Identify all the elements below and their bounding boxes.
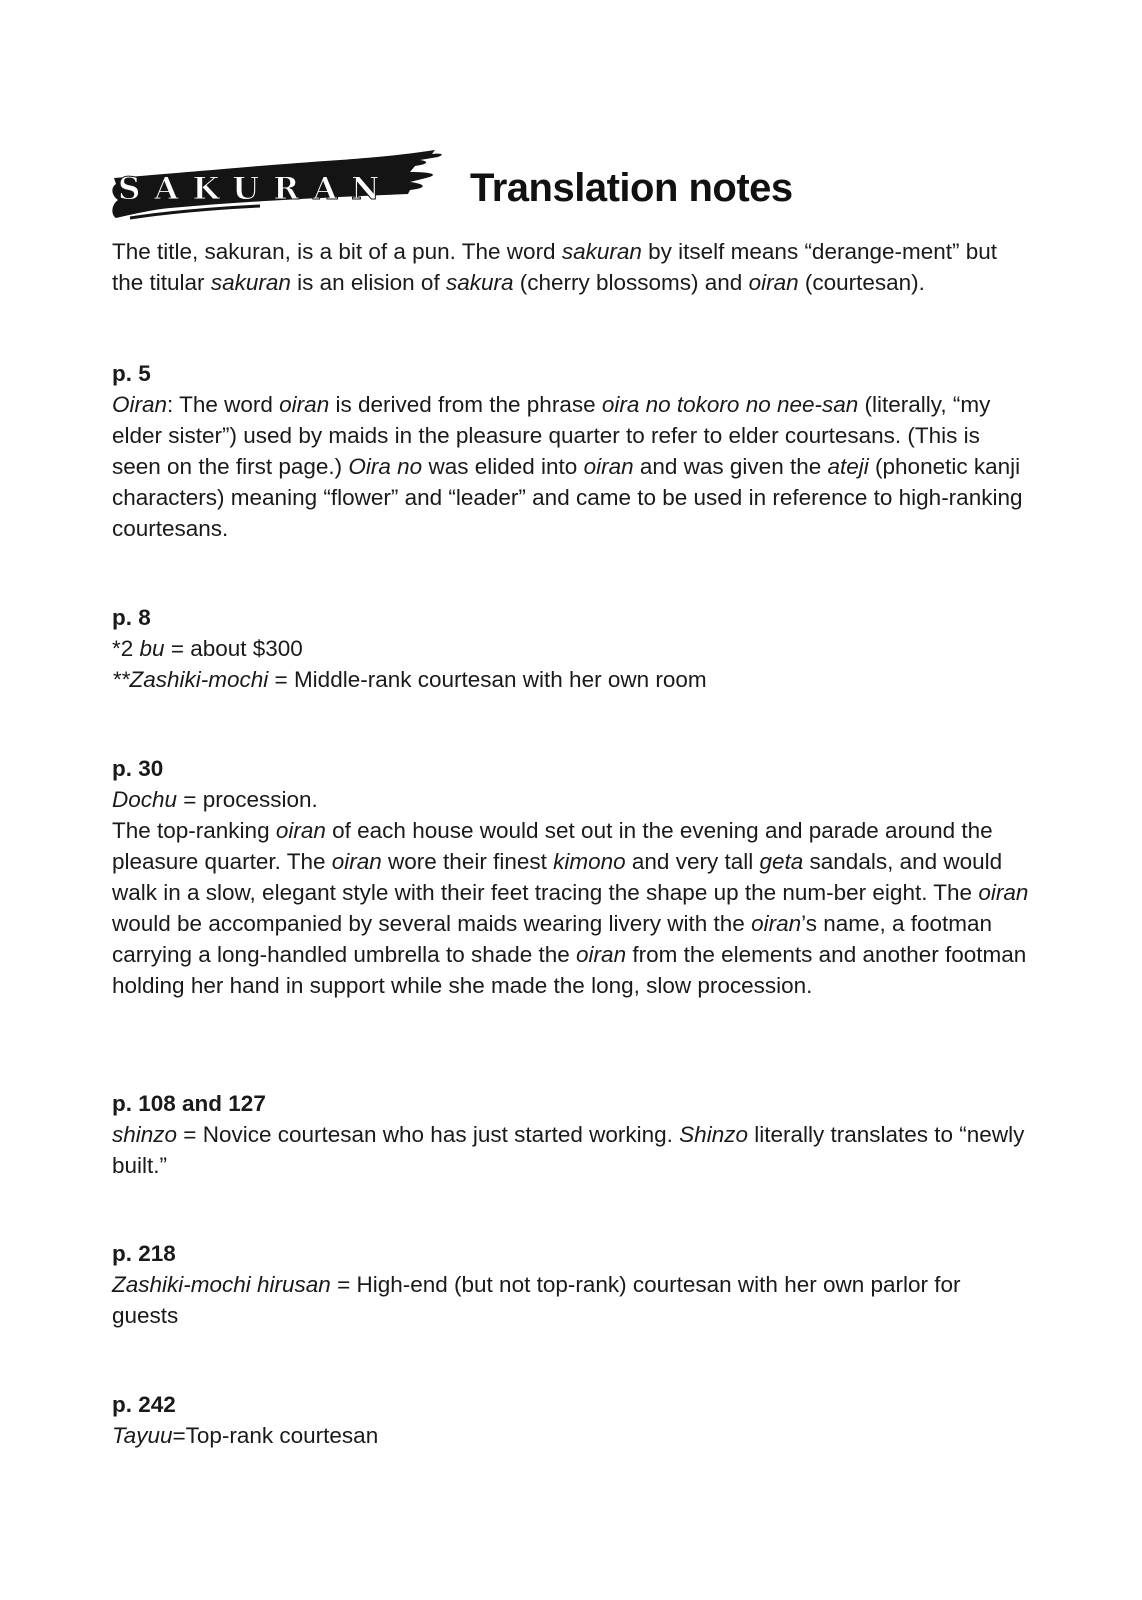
note-line: **Zashiki-mochi = Middle-rank courtesan with her own room [112,667,707,692]
note-body: Zashiki-mochi hirusan = High-end (but not top-rank) courtesan with her own parlor for guests [112,1272,961,1328]
note-heading: p. 8 [112,605,151,630]
note-body: The top-ranking oiran of each house would set out in the evening and parade around the pleasure quarter. The oiran wore their finest kimono and very tall geta sandals, and would walk in a slow, elegant style with their feet tracing the shape up the num-ber eight. The oiran would be accompanied by several maids wearing livery with the oiran’s name, a footman carrying a long-handled umbrella to shade the oiran from the elements and another footman holding her hand in support while she made the long, slow procession. [112,818,1029,998]
note-heading: p. 218 [112,1241,176,1266]
note-p8 [112,602,1030,695]
note-body: Oiran: The word oiran is derived from the phrase oira no tokoro no nee-san (literally, “my elder sister”) used by maids in the pleasure quarter to refer to elder courtesans. (This is seen on the first page.) Oira no was elided into oiran and was given the ateji (phonetic kanji characters) meaning “flower” and “leader” and came to be used in reference to high-ranking courtesans. [112,392,1023,541]
intro-paragraph: The title, sakuran, is a bit of a pun. The word sakuran by itself means “derange-ment” but the titular sakuran is an elision of sakura (cherry blossoms) and oiran (courtesan). [112,239,998,295]
header [110,148,1010,228]
note-heading: p. 242 [112,1392,176,1417]
brush-stroke-logo [110,148,450,228]
note-p30 [112,753,1030,1001]
note-heading: p. 108 and 127 [112,1091,266,1116]
note-p5 [112,358,1030,544]
note-body: Tayuu=Top-rank courtesan [112,1423,379,1448]
note-heading: p. 5 [112,361,151,386]
note-heading: p. 30 [112,756,164,781]
note-p242 [112,1389,1030,1451]
note-p108 [112,1088,1030,1181]
note-body: shinzo = Novice courtesan who has just started working. Shinzo literally translates to “newly built.” [112,1122,1025,1178]
note-p218 [112,1238,1030,1331]
page-title: Translation notes [470,166,793,210]
logo-text: SAKURAN [118,171,394,207]
note-line: *2 bu = about $300 [112,636,303,661]
sakuran-logo [110,148,450,228]
note-line: Dochu = procession. [112,787,318,812]
